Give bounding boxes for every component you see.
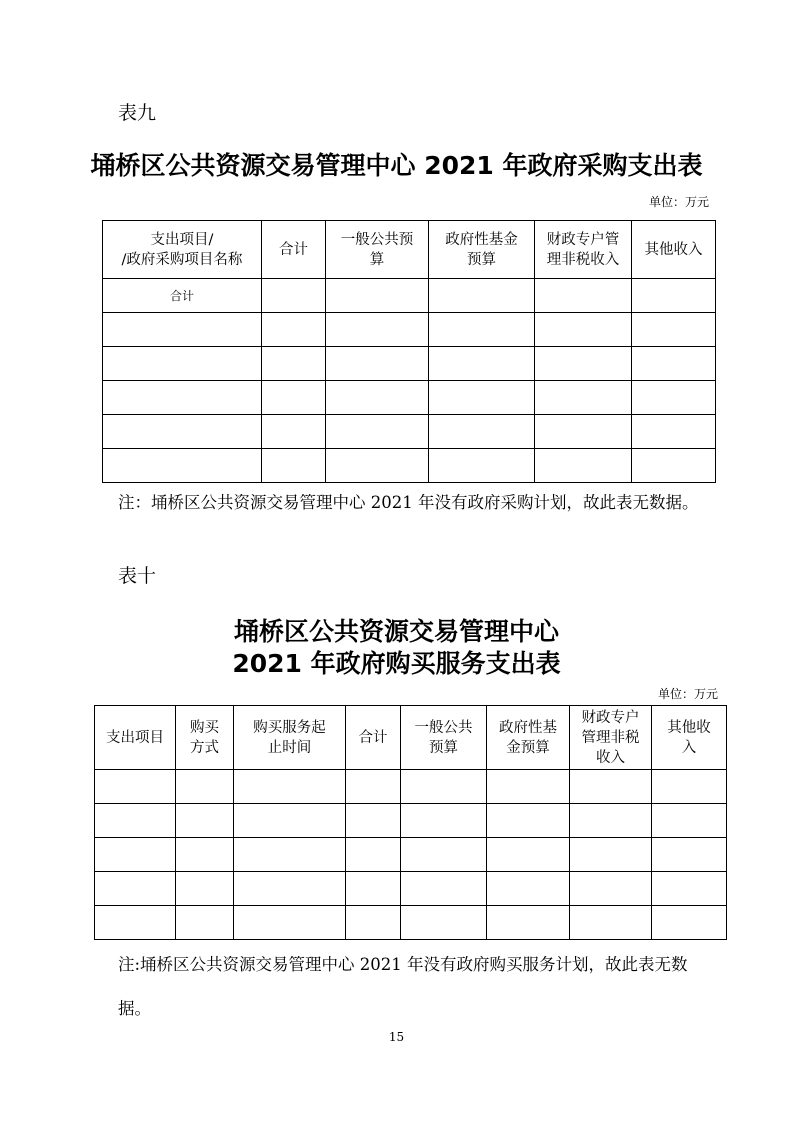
table-cell	[401, 872, 487, 906]
table-cell	[95, 838, 176, 872]
table9-header-cell	[535, 221, 632, 279]
table-cell	[429, 449, 535, 483]
table-cell	[652, 770, 727, 804]
table-cell	[570, 872, 652, 906]
table-cell	[429, 313, 535, 347]
table-cell	[346, 804, 401, 838]
table9-header-total: 合计	[279, 241, 308, 258]
table10-header-cell	[487, 706, 570, 770]
table9-header-cell	[262, 221, 326, 279]
table-cell	[401, 838, 487, 872]
table-cell	[652, 906, 727, 940]
table-cell	[326, 381, 429, 415]
table-cell	[570, 804, 652, 838]
table-cell	[429, 381, 535, 415]
table10-header-method: 购买 方式	[190, 719, 219, 756]
table-cell	[535, 279, 632, 313]
table10-header-cell	[346, 706, 401, 770]
table-cell	[326, 313, 429, 347]
table-cell	[632, 449, 716, 483]
table-cell	[234, 872, 346, 906]
table10-header-item: 支出项目	[106, 729, 164, 746]
table10-header-cell	[652, 706, 727, 770]
table-cell	[262, 449, 326, 483]
table10-header-cell	[95, 706, 176, 770]
table10-header-total: 合计	[358, 729, 388, 746]
table-cell	[535, 313, 632, 347]
table-cell	[401, 770, 487, 804]
table-cell	[262, 381, 326, 415]
table-cell	[487, 838, 570, 872]
table9-header-other-income: 其他收入	[644, 241, 703, 258]
table-cell	[326, 449, 429, 483]
table-cell	[346, 770, 401, 804]
table-cell	[234, 804, 346, 838]
table-cell	[401, 906, 487, 940]
table-cell	[429, 415, 535, 449]
table-cell	[487, 906, 570, 940]
table9-header-cell	[326, 221, 429, 279]
table-row	[103, 449, 716, 483]
table-cell	[652, 838, 727, 872]
table-row	[95, 838, 727, 872]
table10-label: 表十	[118, 565, 157, 587]
table-cell	[401, 804, 487, 838]
table9	[102, 220, 716, 483]
table-cell	[326, 279, 429, 313]
table-cell	[346, 838, 401, 872]
table-cell	[346, 872, 401, 906]
table10-header-cell	[234, 706, 346, 770]
table-cell	[487, 872, 570, 906]
table-cell	[570, 770, 652, 804]
table-cell	[326, 415, 429, 449]
table-cell	[326, 347, 429, 381]
table-cell	[103, 449, 262, 483]
table10-header-other-income: 其他收 入	[667, 719, 711, 756]
table10-header-special-account: 财政专户 管理非税 收入	[581, 709, 640, 766]
table-cell	[176, 838, 234, 872]
table-row	[95, 906, 727, 940]
table-cell	[262, 347, 326, 381]
table10	[94, 705, 727, 940]
table-row	[103, 381, 716, 415]
page-number: 15	[388, 1030, 405, 1044]
table-cell	[652, 872, 727, 906]
table-cell	[487, 804, 570, 838]
table-cell	[176, 804, 234, 838]
table-cell	[632, 279, 716, 313]
table-cell	[95, 804, 176, 838]
table-cell	[632, 415, 716, 449]
table9-note: 注：埇桥区公共资源交易管理中心 2021 年没有政府采购计划，故此表无数据。	[118, 493, 699, 512]
table-cell	[103, 381, 262, 415]
table9-label: 表九	[118, 102, 157, 124]
table-cell	[176, 906, 234, 940]
table-cell	[262, 313, 326, 347]
table-cell	[429, 347, 535, 381]
table9-unit: 单位：万元	[648, 195, 709, 209]
table9-header-cell	[103, 221, 262, 279]
table9-header-cell	[429, 221, 535, 279]
table9-header-general-budget: 一般公共预 算	[340, 231, 414, 268]
table-cell	[95, 872, 176, 906]
table-cell	[176, 872, 234, 906]
table-cell	[103, 313, 262, 347]
table-cell	[103, 347, 262, 381]
table9-header-fund-budget: 政府性基金 预算	[445, 231, 518, 268]
table-row	[95, 770, 727, 804]
table9-header-item: 支出项目/ /政府采购项目名称	[121, 231, 243, 268]
table-cell	[262, 415, 326, 449]
table-cell	[176, 770, 234, 804]
table10-header-cell	[401, 706, 487, 770]
table9-total-label: 合计	[103, 279, 262, 313]
table-cell	[632, 381, 716, 415]
table10-header-general-budget: 一般公共 预算	[414, 719, 473, 756]
table-row	[103, 415, 716, 449]
table-cell	[234, 906, 346, 940]
table-cell	[234, 770, 346, 804]
table-cell	[95, 906, 176, 940]
table-row	[103, 347, 716, 381]
table-cell	[535, 381, 632, 415]
table10-title-line1: 埇桥区公共资源交易管理中心	[233, 617, 559, 646]
table-row	[103, 279, 716, 313]
table10-header-period: 购买服务起 止时间	[253, 719, 326, 756]
table10-unit: 单位：万元	[657, 687, 718, 701]
table-cell	[429, 279, 535, 313]
table-cell	[632, 347, 716, 381]
table-row	[95, 872, 727, 906]
table9-title: 埇桥区公共资源交易管理中心 2021 年政府采购支出表	[90, 151, 703, 180]
table-cell	[652, 804, 727, 838]
table-cell	[234, 838, 346, 872]
table-cell	[535, 347, 632, 381]
table-cell	[487, 770, 570, 804]
table10-header-cell	[570, 706, 652, 770]
table-cell	[103, 415, 262, 449]
table-cell	[570, 906, 652, 940]
table9-header-special-account: 财政专户管 理非税收入	[546, 231, 620, 268]
table-cell	[346, 906, 401, 940]
table-cell	[95, 770, 176, 804]
table-cell	[262, 279, 326, 313]
table9-header-cell	[632, 221, 716, 279]
table-cell	[632, 313, 716, 347]
table10-note: 注:埇桥区公共资源交易管理中心 2021 年没有政府购买服务计划，故此表无数据。	[118, 955, 688, 1018]
table-row	[95, 804, 727, 838]
table-cell	[535, 415, 632, 449]
table-row	[103, 313, 716, 347]
table10-header-fund-budget: 政府性基 金预算	[499, 719, 557, 756]
table-cell	[535, 449, 632, 483]
table10-header-cell	[176, 706, 234, 770]
table-cell	[570, 838, 652, 872]
table10-title-line2: 2021 年政府购买服务支出表	[232, 649, 561, 678]
